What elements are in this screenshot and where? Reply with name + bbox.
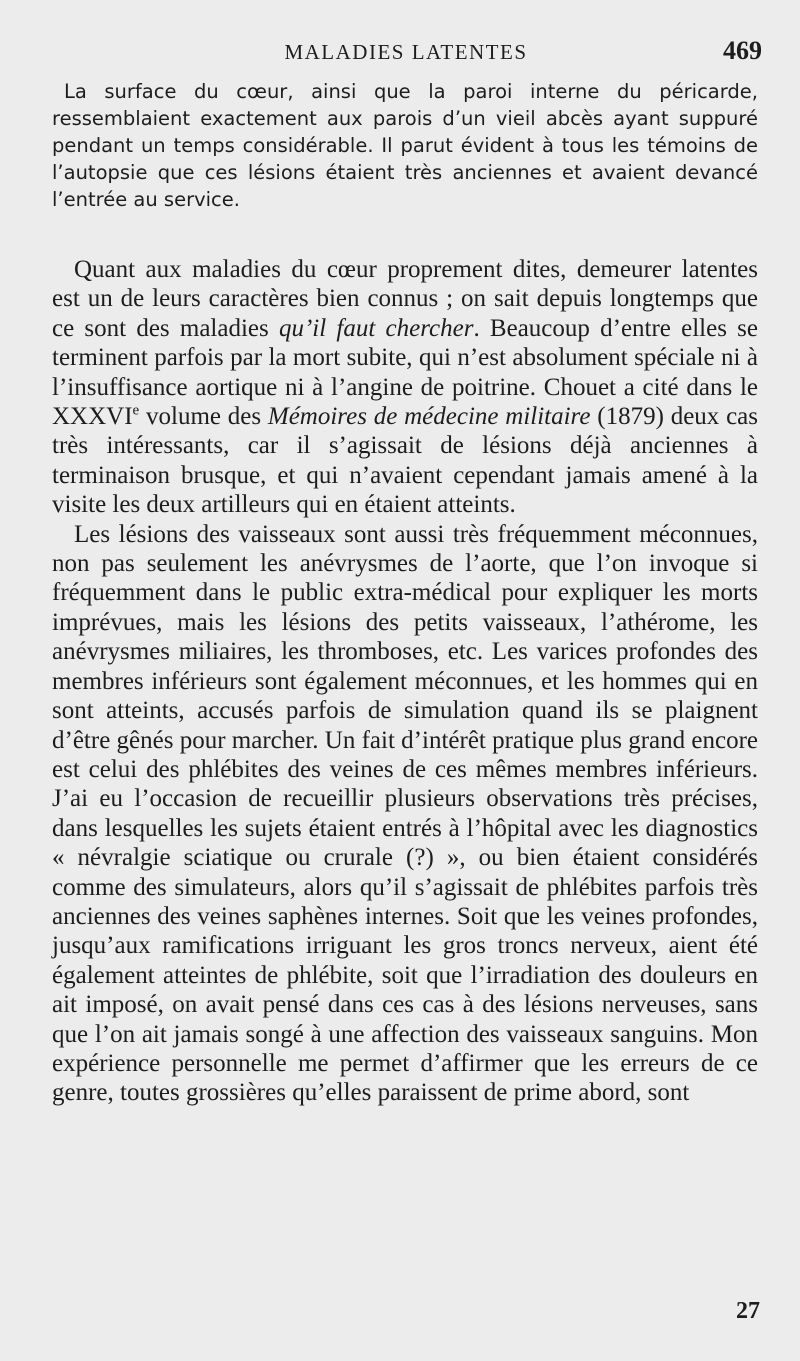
text-run: Quant aux maladies du cœur proprement dites, demeurer latentes est un de leurs caractères bien connus ; on sait depuis longtemps que ce sont des maladies: [52, 256, 758, 342]
small-print-paragraph: La surface du cœur, ainsi que la paroi interne du péricarde, ressemblaient exactement aux parois d’un vieil abcès ayant suppuré pendant un temps considérable. Il parut évident à tous les témoins de l’autopsie que ces lésions étaient très anciennes et avaient devancé l’entrée au service.: [52, 80, 758, 211]
text-run: . Beaucoup d’entre elles se terminent parfois par la mort subite, qui n’est absolument spéciale ni à l’insuffisance aortique ni à l’angine de poitrine. Chouet a cité dans le XXXVI: [52, 314, 758, 431]
main-text: [52, 255, 758, 1108]
paragraph-heart-diseases: [52, 255, 758, 520]
italic-phrase: qu’il faut chercher: [278, 314, 474, 342]
running-head: [50, 36, 762, 68]
italic-title: Mémoires de médecine militaire: [267, 403, 591, 431]
text-run: (1879) deux cas très intéressants, car il s’agissait de lésions déjà anciennes à terminaison brusque, et qui n’avaient cependant jamais amené à la visite les deux artilleurs qui en étaient atteints.: [52, 403, 758, 519]
text-run: volume des: [139, 403, 268, 431]
paragraph-vessel-lesions: Les lésions des vaisseaux sont aussi très fréquemment méconnues, non pas seulement les anévrysmes de l’aorte, que l’on invoque si fréquemment dans le public extra-médical pour expliquer les morts imprévues, mais les lésions des petits vaisseaux, l’athérome, les anévrysmes miliaires, les thromboses, etc. Les varices profondes des membres inférieurs sont également méconnues, et les hommes qui en sont atteints, accusés parfois de simulation quand ils se plaignent d’être gênés pour marcher. Un fait d’intérêt pratique plus grand encore est celui des phlébites des veines de ces mêmes membres inférieurs. J’ai eu l’occasion de recueillir plusieurs observations très précises, dans lesquelles les sujets étaient entrés à l’hôpital avec les diagnostics « névralgie sciatique ou crurale (?) », ou bien étaient considérés comme des simulateurs, alors qu’il s’agissait de phlébites parfois très anciennes des veines saphènes internes. Soit que les veines profondes, jusqu’aux ramifications irriguant les gros troncs nerveux, aient été également atteintes de phlébite, soit que l’irradiation des douleurs en ait imposé, on avait pensé dans ces cas à des lésions nerveuses, sans que l’on ait jamais songé à une affection des vaisseaux sanguins. Mon expérience personnelle me permet d’affirmer que les erreurs de ce genre, toutes grossières qu’elles paraissent de prime abord, sont: [52, 520, 758, 1107]
page-number: 469: [723, 36, 762, 65]
superscript: e: [132, 402, 140, 419]
signature-mark: 27: [736, 1298, 760, 1324]
running-title: MALADIES LATENTES: [284, 40, 528, 64]
